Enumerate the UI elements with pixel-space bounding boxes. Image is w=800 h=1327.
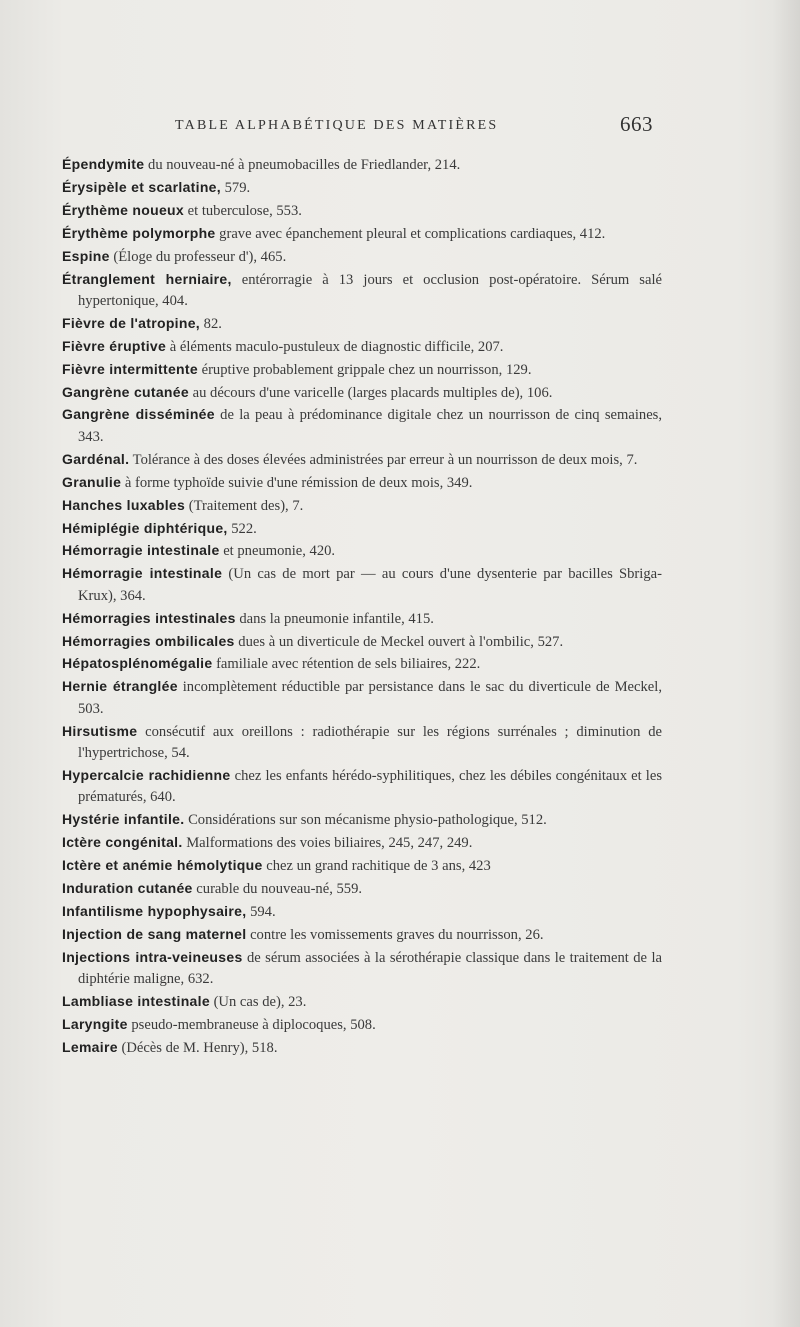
entry-detail: 579. — [224, 179, 251, 196]
index-entry — [62, 563, 662, 607]
entry-detail: (Un cas de mort par — au cours d'une dysenterie par bacilles Sbriga-Krux), 364. — [78, 566, 662, 604]
entry-detail: éruptive probablement grippale chez un nourrisson, 129. — [201, 361, 532, 378]
page-number: 663 — [620, 112, 653, 136]
entry-heading: Hémorragies ombilicales — [62, 632, 235, 649]
index-entry — [62, 721, 662, 765]
entry-heading: Érythème noueux — [62, 201, 184, 218]
entry-detail: chez un grand rachitique de 3 ans, 423 — [266, 858, 491, 875]
entry-detail: 522. — [231, 520, 257, 537]
entry-heading: Hirsutisme — [62, 722, 138, 739]
entry-detail: Considérations sur son mécanisme physio-pathologique, 512. — [188, 812, 547, 829]
entry-detail: dues à un diverticule de Meckel ouvert à l'ombilic, 527. — [238, 633, 564, 650]
index-entry — [62, 313, 662, 335]
index-entry — [62, 947, 662, 991]
entry-heading: Hernie étranglée — [62, 678, 178, 695]
index-entry — [62, 855, 662, 877]
entry-heading: Hémorragie intestinale — [62, 565, 223, 582]
index-entry — [62, 991, 662, 1013]
entry-heading: Fièvre intermittente — [62, 360, 198, 377]
index-entry — [62, 765, 662, 809]
entry-heading: Hypercalcie rachidienne — [62, 766, 231, 783]
entry-heading: Hépatosplénomégalie — [62, 655, 213, 672]
entry-detail: familiale avec rétention de sels biliaires, 222. — [216, 656, 481, 673]
index-entry — [62, 631, 662, 653]
entry-detail: de la peau à prédominance digitale chez un nourrisson de cinq semaines, 343. — [78, 407, 663, 445]
index-entry — [62, 518, 662, 540]
entry-heading: Fièvre de l'atropine, — [62, 314, 201, 331]
entry-detail: 82. — [203, 315, 222, 332]
index-entry — [62, 154, 662, 176]
index-entry — [62, 177, 662, 199]
index-entry — [62, 653, 662, 675]
entry-detail: Tolérance à des doses élevées administrées par erreur à un nourrisson de deux mois, 7. — [132, 451, 638, 468]
entry-detail: à forme typhoïde suivie d'une rémission de deux mois, 349. — [124, 474, 473, 491]
entry-detail: grave avec épanchement pleural et complications cardiaques, 412. — [219, 225, 606, 242]
entry-heading: Espine — [62, 247, 110, 264]
entry-detail: et tuberculose, 553. — [187, 202, 302, 219]
entry-heading: Érysipèle et scarlatine, — [62, 178, 221, 195]
index-entry — [62, 1014, 662, 1036]
entry-heading: Injections intra-veineuses — [62, 948, 243, 965]
entry-heading: Étranglement herniaire, — [62, 270, 232, 287]
entry-heading: Hanches luxables — [62, 496, 186, 513]
entry-heading: Gardénal. — [62, 450, 130, 467]
entry-heading: Gangrène cutanée — [62, 383, 189, 400]
index-entry — [62, 449, 662, 471]
index-entry — [62, 223, 662, 245]
entry-detail: incomplètement réductible par persistance dans le sac du diverticule de Meckel, 503. — [78, 679, 662, 717]
entry-heading: Infantilisme hypophysaire, — [62, 902, 247, 919]
index-entry — [62, 924, 662, 946]
entry-heading: Laryngite — [62, 1015, 128, 1032]
entry-heading: Ictère et anémie hémolytique — [62, 857, 263, 874]
entry-detail: à éléments maculo-pustuleux de diagnostic difficile, 207. — [169, 338, 504, 355]
entry-heading: Injection de sang maternel — [62, 925, 247, 942]
entry-heading: Hystérie infantile. — [62, 811, 185, 828]
entry-detail: contre les vomissements graves du nourrisson, 26. — [250, 926, 544, 943]
index-entry — [62, 676, 662, 720]
index-entry — [62, 404, 662, 448]
index-entry — [62, 200, 662, 222]
entry-heading: Gangrène disséminée — [62, 406, 215, 423]
entry-detail: du nouveau-né à pneumobacilles de Friedlander, 214. — [148, 157, 461, 173]
entry-detail: chez les enfants hérédo-syphilitiques, chez les débiles congénitaux et les prématurés, 640. — [78, 767, 662, 806]
entry-detail: entérorragie à 13 jours et occlusion post-opératoire. Sérum salé hypertonique, 404. — [78, 271, 662, 309]
entry-detail: pseudo-membraneuse à diplocoques, 508. — [131, 1016, 376, 1033]
entry-heading: Lambliase intestinale — [62, 993, 210, 1010]
index-entry — [62, 382, 662, 404]
entry-detail: de sérum associées à la sérothérapie classique dans le traitement de la diphtérie maligne, 632. — [78, 949, 662, 988]
index-entry — [62, 809, 662, 831]
index-entry — [62, 1037, 662, 1059]
index-entry — [62, 901, 662, 923]
index-entry — [62, 359, 662, 381]
entry-detail: dans la pneumonie infantile, 415. — [239, 610, 434, 627]
entry-detail: (Traitement des), 7. — [188, 497, 304, 514]
page-edge-shadow — [772, 0, 800, 1327]
entry-heading: Granulie — [62, 473, 122, 490]
entry-heading: Hémorragies intestinales — [62, 609, 236, 626]
entry-detail: au décours d'une varicelle (larges placards multiples de), 106. — [192, 384, 553, 401]
entry-heading: Fièvre éruptive — [62, 337, 167, 354]
entry-detail: et pneumonie, 420. — [223, 543, 336, 560]
index-entry — [62, 540, 662, 562]
index-entry — [62, 472, 662, 494]
index-entry — [62, 269, 662, 313]
entry-detail: (Éloge du professeur d'), 465. — [113, 248, 287, 265]
entry-detail: (Un cas de), 23. — [213, 994, 307, 1011]
entry-heading: Érythème polymorphe — [62, 224, 216, 241]
entry-detail: curable du nouveau-né, 559. — [196, 881, 363, 897]
entry-detail: (Décès de M. Henry), 518. — [121, 1039, 278, 1056]
index-entry — [62, 608, 662, 630]
entry-heading: Lemaire — [62, 1038, 118, 1055]
index-entry — [62, 878, 662, 900]
index-entry — [62, 246, 662, 268]
entry-heading: Hémiplégie diphtérique, — [62, 519, 228, 536]
entry-heading: Épendymite — [62, 156, 145, 172]
entry-heading: Hémorragie intestinale — [62, 542, 220, 559]
entry-detail: 594. — [250, 903, 276, 920]
entry-detail: Malformations des voies biliaires, 245, 247, 249. — [186, 835, 473, 852]
index-entries — [62, 154, 662, 1060]
entry-heading: Induration cutanée — [62, 880, 193, 896]
entry-heading: Ictère congénital. — [62, 834, 183, 851]
running-head: TABLE ALPHABÉTIQUE DES MATIÈRES — [175, 118, 499, 133]
index-entry — [62, 495, 662, 517]
entry-detail: consécutif aux oreillons : radiothérapie sur les régions surrénales ; diminution de l'hypertrichose, 54. — [78, 723, 662, 762]
index-entry — [62, 832, 662, 854]
index-entry — [62, 336, 662, 358]
